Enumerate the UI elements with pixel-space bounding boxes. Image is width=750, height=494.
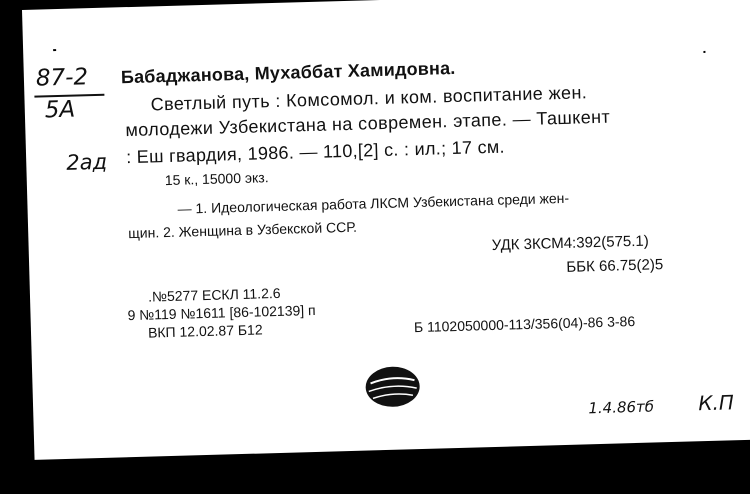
registry-line-3: ВКП 12.02.87 Б12 bbox=[147, 321, 263, 341]
shelfmark-top: 87-2 bbox=[35, 64, 89, 92]
scan-speck bbox=[703, 51, 705, 53]
scan-speck bbox=[53, 49, 56, 51]
shelfmark-bottom: 5A bbox=[44, 96, 76, 124]
bbk-code: ББК 66.75(2)5 bbox=[566, 256, 664, 276]
order-code: Б 1102050000-113/356(04)-86 3-86 bbox=[413, 313, 636, 336]
ink-stamp bbox=[362, 364, 423, 411]
subjects-line-1: — 1. Идеологическая работа ЛКСМ Узбекистана среди жен- bbox=[177, 189, 570, 217]
title-line-2: молодежи Узбекистана на современ. этапе. — Ташкент bbox=[125, 106, 611, 141]
udk-code: УДК 3КСМ4:392(575.1) bbox=[491, 232, 649, 254]
author-heading: Бабаджанова, Мухаббат Хамидовна. bbox=[120, 57, 456, 88]
registry-line-1: .№5277 ЕСКЛ 11.2.6 bbox=[147, 284, 281, 305]
title-line-3: : Еш гвардия, 1986. — 110,[2] с. : ил.; 17 см. bbox=[125, 136, 506, 168]
title-line-1: Светлый путь : Комсомол. и ком. воспитание жен. bbox=[150, 82, 588, 115]
catalog-card bbox=[22, 0, 750, 460]
handwritten-note: 2ад bbox=[65, 149, 108, 175]
edition-info: 15 к., 15000 экз. bbox=[164, 169, 269, 189]
handwritten-initials: К.П bbox=[697, 390, 735, 416]
registry-line-2: 9 №119 №1611 [86-102139] п bbox=[127, 301, 316, 324]
handwritten-date: 1.4.86тб bbox=[588, 397, 655, 418]
subjects-line-2: щин. 2. Женщина в Узбекской ССР. bbox=[128, 218, 358, 242]
